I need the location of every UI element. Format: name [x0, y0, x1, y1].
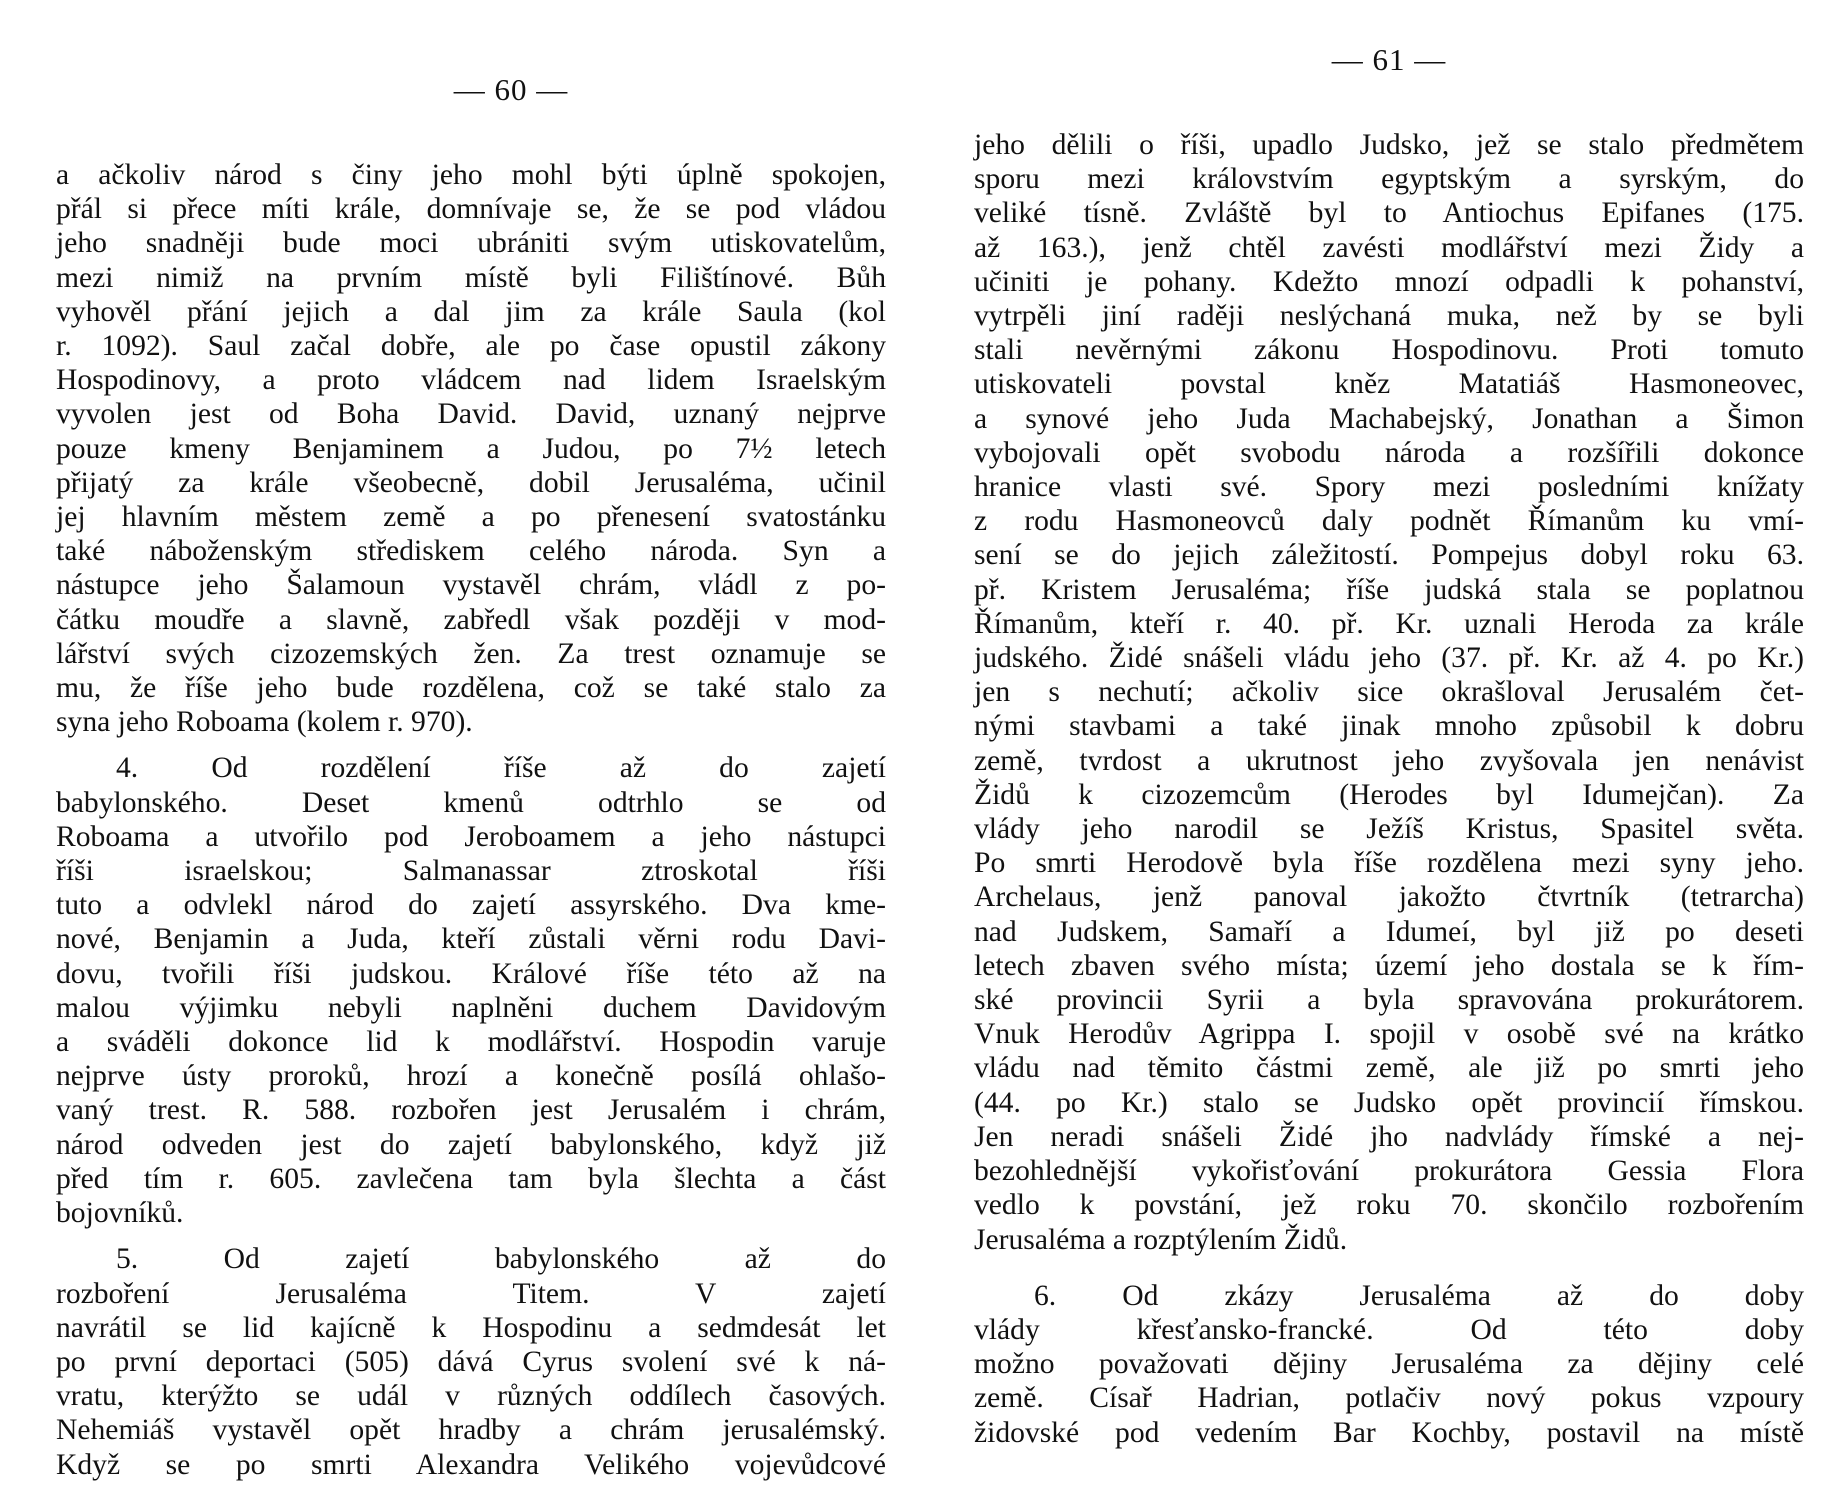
text-line: vybojovali opět svobodu národa a rozšířili dokonce [974, 436, 1804, 469]
text-line: země. Císař Hadrian, potlačiv nový pokus vzpoury [974, 1382, 1804, 1415]
text-line: judského. Židé snášeli vládu jeho (37. př. Kr. až 4. po Kr.) [974, 642, 1804, 675]
text-line: 4. Od rozdělení říše až do zajetí [116, 752, 886, 785]
text-line: nými stavbami a také jinak mnoho způsobil k dobru [974, 710, 1804, 743]
text-line: Jerusaléma a rozptýlením Židů. [974, 1223, 1348, 1256]
text-line: rozboření Jerusaléma Titem. V zajetí [56, 1277, 886, 1310]
text-line: př. Kristem Jerusaléma; říše judská stala se poplatnou [974, 573, 1804, 606]
text-line: po první deportaci (505) dává Cyrus svolení své k ná- [56, 1345, 886, 1378]
text-line: a synové jeho Juda Machabejský, Jonathan a Šimon [974, 402, 1804, 435]
text-line: stali nevěrnými zákonu Hospodinovu. Proti tomuto [974, 334, 1804, 367]
text-line: Hospodinovy, a proto vládcem nad lidem Israelským [56, 364, 886, 397]
paragraph [56, 158, 886, 739]
page-number: — 60 — [453, 72, 569, 107]
text-line: Po smrti Herodově byla říše rozdělena mezi syny jeho. [974, 847, 1804, 880]
text-line: 5. Od zajetí babylonského až do [116, 1243, 886, 1276]
text-line: až 163.), jenž chtěl zavésti modlářství mezi Židy a [974, 231, 1804, 264]
text-line: veliké tísně. Zvláště byl to Antiochus Epifanes (175. [974, 197, 1804, 230]
text-line: Archelaus, jenž panoval jakožto čtvrtník (tetrarcha) [974, 881, 1804, 914]
text-line: tuto a odvlekl národ do zajetí assyrského. Dva kme- [56, 889, 886, 922]
text-line: Když se po smrti Alexandra Velikého vojevůdcové [56, 1448, 886, 1481]
left-page [56, 70, 886, 1482]
text-line: bezohlednější vykořisťování prokurátora Gessia Flora [974, 1155, 1804, 1188]
text-line: země, tvrdost a ukrutnost jeho zvyšovala jen nenávist [974, 744, 1804, 777]
paragraph [56, 751, 886, 1230]
text-line: Jen neradi snášeli Židé jho nadvlády římské a nej- [974, 1120, 1804, 1153]
text-line: 6. Od zkázy Jerusaléma až do doby [1034, 1279, 1804, 1312]
text-line: jen s nechutí; ačkoliv sice okrašloval Jerusalém čet- [974, 676, 1804, 709]
text-line: dovu, tvořili říši judskou. Králové říše této až na [56, 957, 886, 990]
text-line: r. 1092). Saul začal dobře, ale po čase opustil zákony [56, 330, 886, 363]
text-line: možno považovati dějiny Jerusaléma za dějiny celé [974, 1348, 1804, 1381]
text-line: mezi nimiž na prvním místě byli Filištínové. Bůh [56, 261, 886, 294]
text-line: utiskovateli povstal kněz Matatiáš Hasmoneovec, [974, 368, 1804, 401]
text-line: navrátil se lid kajícně k Hospodinu a sedmdesát let [56, 1311, 886, 1344]
text-line: nad Judskem, Samaří a Idumeí, byl již po deseti [974, 915, 1804, 948]
text-line: nástupce jeho Šalamoun vystavěl chrám, vládl z po- [56, 569, 886, 602]
text-line: židovské pod vedením Bar Kochby, postavil na místě [974, 1416, 1804, 1449]
text-line: také náboženským střediskem celého národa. Syn a [56, 535, 886, 568]
text-line: malou výjimku nebyli naplněni duchem Davidovým [56, 991, 886, 1024]
text-line: přál si přece míti krále, domnívaje se, že se pod vládou [56, 193, 886, 226]
text-line: nové, Benjamin a Juda, kteří zůstali věrni rodu Davi- [56, 923, 886, 956]
text-line: babylonského. Deset kmenů odtrhlo se od [56, 786, 886, 819]
text-line: lářství svých cizozemských žen. Za trest oznamuje se [56, 637, 886, 670]
text-line: a sváděli dokonce lid k modlářství. Hospodin varuje [56, 1026, 886, 1059]
text-line: mu, že říše jeho bude rozdělena, což se také stalo za [56, 672, 886, 705]
text-line: Vnuk Herodův Agrippa I. spojil v osobě své na krátko [974, 1018, 1804, 1051]
text-line: a ačkoliv národ s činy jeho mohl býti úplně spokojen, [56, 159, 886, 191]
paragraph [974, 1279, 1804, 1450]
text-line: přijatý za krále všeobecně, dobil Jerusaléma, učinil [56, 466, 886, 499]
text-line: Židů k cizozemcům (Herodes byl Idumejčan). Za [974, 778, 1804, 811]
text-line: vlády jeho narodil se Ježíš Kristus, Spasitel světa. [974, 813, 1804, 846]
text-line: ské provincii Syrii a byla spravována prokurátorem. [974, 984, 1804, 1017]
text-line: Roboama a utvořilo pod Jeroboamem a jeho nástupci [56, 820, 886, 853]
text-line: čátku moudře a slavně, zabředl však později v mod- [56, 603, 886, 636]
page-number: — 61 — [1331, 42, 1447, 77]
text-line: jeho snadněji bude moci ubrániti svým utiskovatelům, [56, 227, 886, 260]
text-line: vládu nad těmito částmi země, ale již po smrti jeho [974, 1052, 1804, 1085]
paragraph [56, 1242, 886, 1481]
text-line: syna jeho Roboama (kolem r. 970). [56, 706, 473, 739]
text-line: letech zbaven svého místa; území jeho dostala se k řím- [974, 949, 1804, 982]
text-line: vlády křesťansko-francké. Od této doby [974, 1313, 1804, 1346]
text-line: sení se do jejich záležitostí. Pompejus dobyl roku 63. [974, 539, 1804, 572]
text-line: (44. po Kr.) stalo se Judsko opět provincií římskou. [974, 1086, 1804, 1119]
text-line: vratu, kterýžto se udál v různých oddílech časových. [56, 1380, 886, 1413]
text-line: sporu mezi královstvím egyptským a syrským, do [974, 163, 1804, 196]
text-line: vytrpěli jiní raději neslýchaná muka, než by se byli [974, 300, 1804, 333]
text-line: z rodu Hasmoneovců daly podnět Římanům ku vmí- [974, 505, 1804, 538]
text-line: bojovníků. [56, 1197, 184, 1230]
text-line: jeho dělili o říši, upadlo Judsko, jež se stalo předmětem [974, 129, 1804, 161]
text-line: před tím r. 605. zavlečena tam byla šlechta a část [56, 1162, 886, 1195]
text-line: nejprve ústy proroků, hrozí a konečně posílá ohlašo- [56, 1060, 886, 1093]
text-line: národ odveden jest do zajetí babylonského, když již [56, 1128, 886, 1161]
text-line: učiniti je pohany. Kdežto mnozí odpadli k pohanství, [974, 265, 1804, 298]
text-line: říši israelskou; Salmanassar ztroskotal říši [56, 855, 886, 888]
text-line: Nehemiáš vystavěl opět hradby a chrám jerusalémský. [56, 1414, 886, 1447]
text-line: vyhověl přání jejich a dal jim za krále Saula (kol [56, 295, 886, 328]
text-line: Římanům, kteří r. 40. př. Kr. uznali Heroda za krále [974, 607, 1804, 640]
paragraph [974, 128, 1804, 1257]
text-line: hranice vlasti své. Spory mezi posledními knížaty [974, 471, 1804, 504]
text-line: jej hlavním městem země a po přenesení svatostánku [56, 501, 886, 534]
right-page [974, 40, 1804, 1450]
text-line: pouze kmeny Benjaminem a Judou, po 7½ letech [56, 432, 886, 465]
text-line: vedlo k povstání, jež roku 70. skončilo rozbořením [974, 1189, 1804, 1222]
text-line: vaný trest. R. 588. rozbořen jest Jerusalém i chrám, [56, 1094, 886, 1127]
text-line: vyvolen jest od Boha David. David, uznaný nejprve [56, 398, 886, 431]
